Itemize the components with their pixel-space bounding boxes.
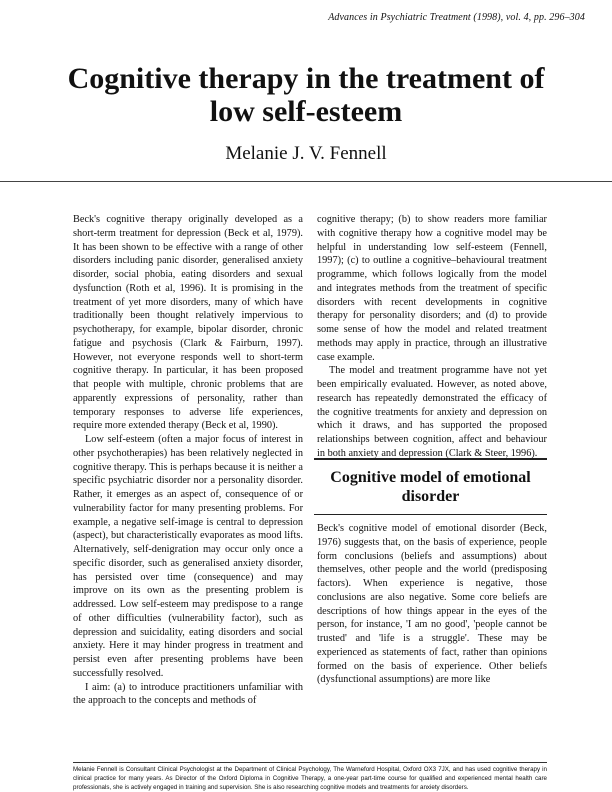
header-divider — [0, 181, 612, 182]
section-heading — [314, 460, 547, 506]
paragraph-aims-continued: cognitive therapy; (b) to show readers more familiar with cognitive therapy how a cognitive model may be helpful in understanding low self-esteem (Fennell, 1997); (c) to outline a cognitive–behavioural treatment programme, which follows logically from the model and integrates methods from the treatment of specific disorders with recent developments in cognitive therapy for personality disorders; and (d) to provide some sense of how the model and related treatment methods may apply in practice, through an illustrative case example. — [317, 214, 547, 363]
footnote-divider — [73, 762, 547, 763]
left-column — [73, 213, 303, 708]
paragraph-beck-model: Beck's cognitive model of emotional disorder (Beck, 1976) suggests that, on the basis of experience, people form conclusions (beliefs and assumptions) about themselves, other people and the world (predisposing factors). When experience is negative, those conclusions are also negative. Some core beliefs are descriptions of how things appear in the eyes of the person, for instance, 'I am no good', 'people cannot be trusted' and 'life is a struggle'. These may be experienced as statements of fact, rather than opinions formed on the basis of experience. Other beliefs (dysfunctional assumptions) are more like — [317, 523, 547, 686]
paragraph-evaluation: The model and treatment programme have not yet been empirically evaluated. However, as noted above, research has repeatedly demonstrated the efficacy of the cognitive treatments for anxiety and depression on which it draws, and has supported the proposed relationships between cognition, affect and behaviour in both anxiety and depression (Clark & Steer, 1996). — [317, 365, 547, 459]
paragraph-low-self-esteem: Low self-esteem (often a major focus of interest in other psychotherapies) has been relatively neglected in cognitive therapy. This is perhaps because it is neither a specific psychiatric disorder nor a personality disorder. Rather, it emerges as an aspect of, consequence of or vulnerability factor for many presenting problems. For example, a negative self-image is central to depression (aspect), but characteristically evaporates as mood lifts. Alternatively, self-denigration may occur only once a specific disorder, such as generalised anxiety disorder, has persisted over time (consequence) and may improve on its own as the presenting problem is addressed. Low self-esteem may predispose to a range of other difficulties (vulnerability factor), such as depression and suicidality, eating disorders and social anxiety. Here it may hinder progress in treatment and persist even after presenting problems have been successfully resolved. — [73, 434, 303, 679]
author-footnote: Melanie Fennell is Consultant Clinical Psychologist at the Department of Clinical Psychology, The Warneford Hospital, Oxford OX3 7JX, and has used cognitive therapy in clinical practice for many years. As Director of the Oxford Diploma in Cognitive Therapy, a one-year part-time course for qualified and experienced mental health care professionals, she is actively engaged in training and supervision. She is also researching cognitive models and treatments for anxiety disorders. — [73, 766, 547, 791]
running-head: Advances in Psychiatric Treatment (1998), vol. 4, pp. 296–304 — [328, 12, 585, 23]
paragraph-intro: Beck's cognitive therapy originally developed as a short-term treatment for depression (Beck et al, 1979). It has been shown to be effective with a range of other disorders including panic disorder, generalised anxiety disorder, social phobia, eating disorders and sexual dysfunction (Roth et al, 1996). It is promising in the treatment of yet more disorders, many of which have traditionally been thought relatively impervious to psychotherapy, for example, bipolar disorder, chronic fatigue and psychosis (Clark & Fairburn, 1997). However, not everyone responds well to short-term cognitive therapy. In particular, it has been proposed that people with multiple, chronic problems that are apparently expressions of personality, rather than temporary responses to adverse life experiences, require more extended therapy (Beck et al, 1990). — [73, 214, 303, 432]
section-heading-line-2: disorder — [401, 488, 460, 505]
right-column-top — [317, 213, 547, 461]
section-heading-line-1: Cognitive model of emotional — [330, 469, 531, 486]
author-name: Melanie J. V. Fennell — [225, 143, 387, 164]
right-column-bottom — [317, 522, 547, 687]
article-title — [0, 62, 612, 128]
article-title-line-2: low self-esteem — [209, 95, 403, 128]
section-heading-box — [314, 458, 547, 515]
paragraph-aims: I aim: (a) to introduce practitioners unfamiliar with the approach to the concepts and methods of — [73, 681, 303, 707]
article-title-line-1: Cognitive therapy in the treatment of — [67, 62, 545, 95]
